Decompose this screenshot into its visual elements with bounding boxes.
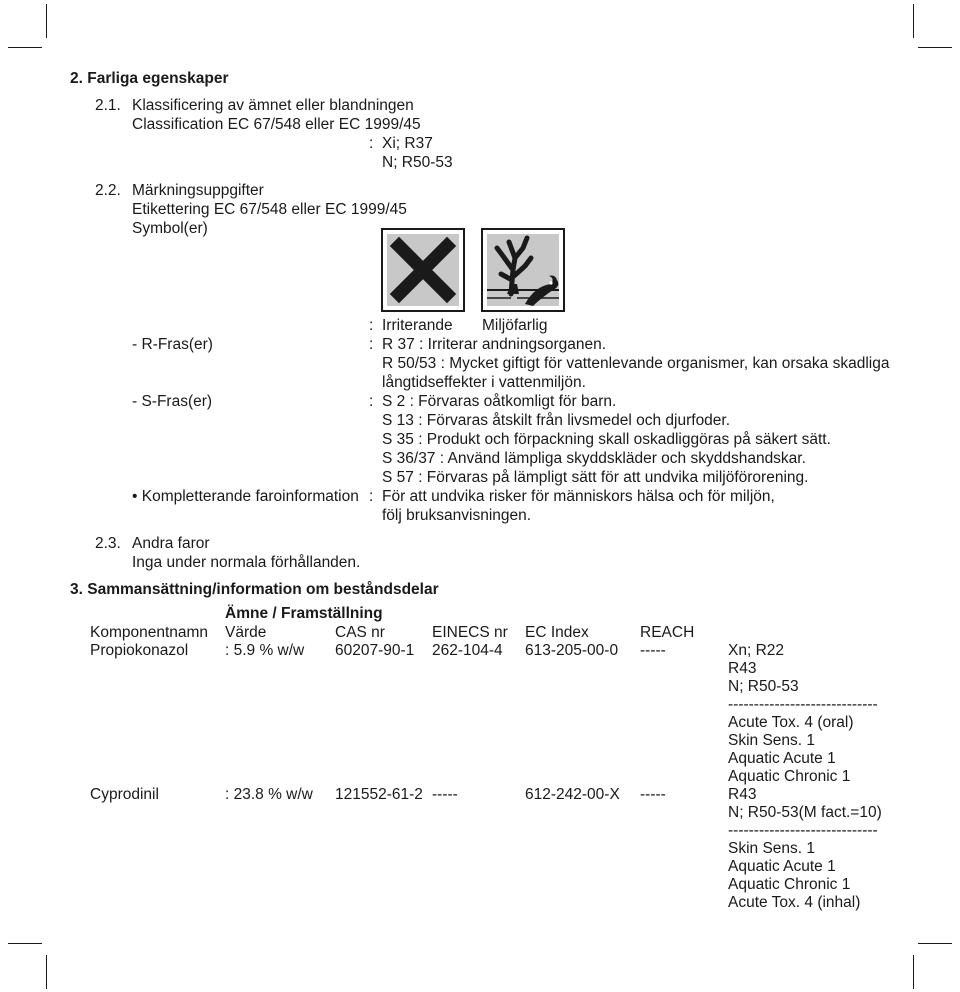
symbol-label: Symbol(er) bbox=[132, 220, 208, 237]
s-phrase-line: S 35 : Produkt och förpackning skall oskadliggöras på säkert sätt. bbox=[382, 431, 831, 448]
column-header-name: Komponentnamn bbox=[90, 624, 209, 641]
crop-mark-top-left bbox=[46, 4, 47, 38]
s-phrase-line: S 36/37 : Använd lämpliga skyddskläder och skyddshandskar. bbox=[382, 450, 806, 467]
component-name: Propiokonazol bbox=[90, 642, 189, 659]
classification-line: R43 bbox=[728, 786, 757, 803]
classification-line: Aquatic Acute 1 bbox=[728, 858, 836, 875]
section-2-1-subtitle: Classification EC 67/548 eller EC 1999/45 bbox=[132, 116, 421, 133]
symbol-labels-colon: : bbox=[369, 317, 374, 334]
s-phrases-label: - S-Fras(er) bbox=[132, 393, 213, 410]
component-reach: ----- bbox=[640, 786, 666, 803]
r-phrase-line: R 37 : Irriterar andningsorganen. bbox=[382, 336, 607, 353]
column-header-einecs: EINECS nr bbox=[432, 624, 508, 641]
section-2-2-number: 2.2. bbox=[95, 182, 121, 199]
crop-mark-left-top bbox=[8, 47, 42, 48]
classification-line: Skin Sens. 1 bbox=[728, 732, 816, 749]
crop-mark-right-bottom bbox=[918, 943, 952, 944]
classification-n: N; R50-53 bbox=[382, 154, 453, 171]
crop-mark-bottom-right bbox=[913, 955, 914, 989]
component-ec-index: 613-205-00-0 bbox=[525, 642, 619, 659]
additional-info-colon: : bbox=[369, 488, 374, 505]
classification-divider: ----------------------------- bbox=[728, 696, 878, 713]
section-2-heading: 2. Farliga egenskaper bbox=[70, 70, 229, 87]
component-cas: 121552-61-2 bbox=[335, 786, 423, 803]
crop-mark-left-bottom bbox=[8, 943, 42, 944]
classification-line: N; R50-53 bbox=[728, 678, 799, 695]
symbol-label-irriterande: Irriterande bbox=[382, 317, 453, 334]
column-header-value: Värde bbox=[225, 624, 267, 641]
s-phrases-colon: : bbox=[369, 393, 374, 410]
dead-tree-fish-environment-icon bbox=[481, 228, 565, 312]
r-phrase-line: långtidseffekter i vattenmiljön. bbox=[382, 374, 586, 391]
column-header-cas: CAS nr bbox=[335, 624, 385, 641]
s-phrase-line: S 2 : Förvaras oåtkomligt för barn. bbox=[382, 393, 617, 410]
classification-line: N; R50-53(M fact.=10) bbox=[728, 804, 882, 821]
component-einecs: ----- bbox=[432, 786, 458, 803]
harmful-irritant-x-icon bbox=[381, 228, 465, 312]
crop-mark-top-right bbox=[913, 4, 914, 38]
classification-line: R43 bbox=[728, 660, 757, 677]
crop-mark-bottom-left bbox=[46, 955, 47, 989]
section-2-3-text: Inga under normala förhållanden. bbox=[132, 554, 361, 571]
component-name: Cyprodinil bbox=[90, 786, 159, 803]
component-ec-index: 612-242-00-X bbox=[525, 786, 620, 803]
classification-line: Skin Sens. 1 bbox=[728, 840, 816, 857]
substance-group-header: Ämne / Framställning bbox=[225, 605, 383, 622]
additional-info-line: följ bruksanvisningen. bbox=[382, 507, 532, 524]
section-3-heading: 3. Sammansättning/information om beståndsdelar bbox=[70, 581, 439, 598]
column-header-ec-index: EC Index bbox=[525, 624, 589, 641]
r-phrases-label: - R-Fras(er) bbox=[132, 336, 213, 353]
section-2-2-subtitle: Etikettering EC 67/548 eller EC 1999/45 bbox=[132, 201, 407, 218]
classification-xi: Xi; R37 bbox=[382, 135, 433, 152]
section-2-3-number: 2.3. bbox=[95, 535, 121, 552]
component-value: : 5.9 % w/w bbox=[225, 642, 305, 659]
section-2-3-title: Andra faror bbox=[132, 535, 210, 552]
r-phrases-colon: : bbox=[369, 336, 374, 353]
section-2-1-number: 2.1. bbox=[95, 97, 121, 114]
classification-line: Aquatic Acute 1 bbox=[728, 750, 836, 767]
classification-divider: ----------------------------- bbox=[728, 822, 878, 839]
component-cas: 60207-90-1 bbox=[335, 642, 415, 659]
classification-line: Aquatic Chronic 1 bbox=[728, 876, 851, 893]
s-phrase-line: S 57 : Förvaras på lämpligt sätt för att undvika miljöförorening. bbox=[382, 469, 809, 486]
crop-mark-right-top bbox=[918, 47, 952, 48]
section-2-2-title: Märkningsuppgifter bbox=[132, 182, 264, 199]
r-phrase-line: R 50/53 : Mycket giftigt för vattenlevande organismer, kan orsaka skadliga bbox=[382, 355, 890, 372]
classification-line: Aquatic Chronic 1 bbox=[728, 768, 851, 785]
component-einecs: 262-104-4 bbox=[432, 642, 503, 659]
component-value: : 23.8 % w/w bbox=[225, 786, 313, 803]
classification-colon: : bbox=[369, 135, 374, 152]
additional-info-label: • Kompletterande faroinformation bbox=[132, 488, 359, 505]
s-phrase-line: S 13 : Förvaras åtskilt från livsmedel och djurfoder. bbox=[382, 412, 731, 429]
component-reach: ----- bbox=[640, 642, 666, 659]
column-header-reach: REACH bbox=[640, 624, 695, 641]
classification-line: Xn; R22 bbox=[728, 642, 785, 659]
classification-line: Acute Tox. 4 (inhal) bbox=[728, 894, 861, 911]
additional-info-line: För att undvika risker för människors hälsa och för miljön, bbox=[382, 488, 775, 505]
symbol-label-miljofarlig: Miljöfarlig bbox=[482, 317, 548, 334]
classification-line: Acute Tox. 4 (oral) bbox=[728, 714, 854, 731]
section-2-1-title: Klassificering av ämnet eller blandningen bbox=[132, 97, 414, 114]
